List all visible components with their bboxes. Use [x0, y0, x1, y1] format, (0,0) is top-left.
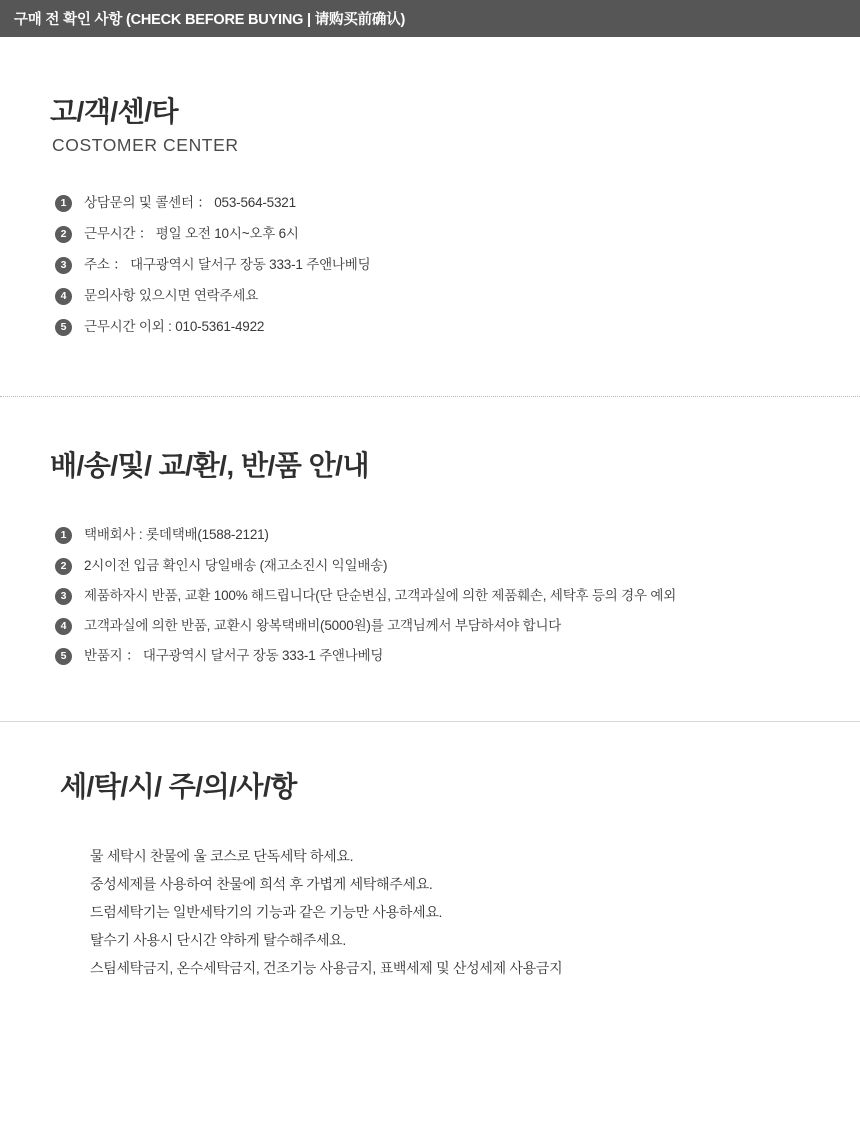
list-item-text: 근무시간 이외 : 010-5361-4922: [84, 319, 265, 335]
shipping-list: [55, 526, 860, 665]
list-item-text: 고객과실에 의한 반품, 교환시 왕복택배비(5000원)를 고객님께서 부담하셔야 합니다: [84, 617, 562, 633]
washing-line: 물 세탁시 찬물에 울 코스로 단독세탁 하세요.: [90, 847, 354, 864]
washing-title-ko: 세/탁/시/ 주/의/사/항: [60, 771, 297, 803]
list-item-text: 근무시간 ： 평일 오전 10시~오후 6시: [84, 225, 299, 241]
list-item: [55, 647, 860, 665]
list-item: [55, 587, 860, 605]
list-number-badge: 4: [55, 288, 72, 305]
list-item-text: 상담문의 및 콜센터 ： 053-564-5321: [84, 194, 296, 210]
shipping-title-ko: 배/송/및/ 교/환/, 반/품 안/내: [50, 449, 370, 481]
list-item-text: 2시이전 입금 확인시 당일배송 (재고소진시 익일배송): [84, 557, 388, 573]
list-item: [55, 225, 860, 243]
customer-center-title-ko: 고/객/센/타: [50, 96, 179, 127]
list-item: [55, 526, 860, 544]
washing-line: 스팀세탁금지, 온수세탁금지, 건조기능 사용금지, 표백세제 및 산성세제 사용금지: [90, 959, 563, 976]
list-item: [55, 557, 860, 575]
list-item-text: 반품지 ： 대구광역시 달서구 장동 333-1 주앤나베딩: [84, 648, 384, 664]
shipping-list-wrap: [50, 526, 860, 665]
washing-line: 탈수기 사용시 단시간 약하게 탈수해주세요.: [90, 931, 346, 948]
list-item: [55, 287, 860, 305]
list-item-text: 주소 ： 대구광역시 달서구 장동 333-1 주앤나베딩: [84, 257, 371, 273]
section-shipping-return: [0, 397, 860, 722]
list-item: [55, 617, 860, 635]
section-washing-instructions: [0, 722, 860, 1042]
list-item-text: 문의사항 있으시면 연락주세요: [84, 288, 259, 304]
list-number-badge: 1: [55, 195, 72, 212]
section-customer-center: [0, 37, 860, 396]
list-item: [55, 194, 860, 212]
washing-line: 중성세제를 사용하여 찬물에 희석 후 가볍게 세탁해주세요.: [90, 875, 433, 892]
list-number-badge: 3: [55, 588, 72, 605]
list-number-badge: 3: [55, 257, 72, 274]
list-number-badge: 2: [55, 226, 72, 243]
washing-lines-wrap: [50, 842, 860, 982]
list-number-badge: 5: [55, 319, 72, 336]
list-number-badge: 2: [55, 558, 72, 575]
customer-center-list: [55, 194, 860, 337]
page-header-bar: [0, 0, 860, 37]
washing-line: 드럼세탁기는 일반세탁기의 기능과 같은 기능만 사용하세요.: [90, 903, 443, 920]
list-item: [55, 256, 860, 274]
list-item: [55, 318, 860, 336]
list-number-badge: 1: [55, 527, 72, 544]
customer-center-list-wrap: [50, 194, 860, 337]
list-item-text: 택배회사 : 롯데택배(1588-2121): [84, 527, 269, 543]
list-number-badge: 5: [55, 648, 72, 665]
list-number-badge: 4: [55, 618, 72, 635]
page-title: 구매 전 확인 사항 (CHECK BEFORE BUYING | 请购买前确认): [14, 12, 406, 28]
customer-center-title-en: COSTOMER CENTER: [52, 134, 239, 155]
list-item-text: 제품하자시 반품, 교환 100% 해드립니다(단 단순변심, 고객과실에 의한 제품훼손, 세탁후 등의 경우 예외: [84, 587, 677, 603]
